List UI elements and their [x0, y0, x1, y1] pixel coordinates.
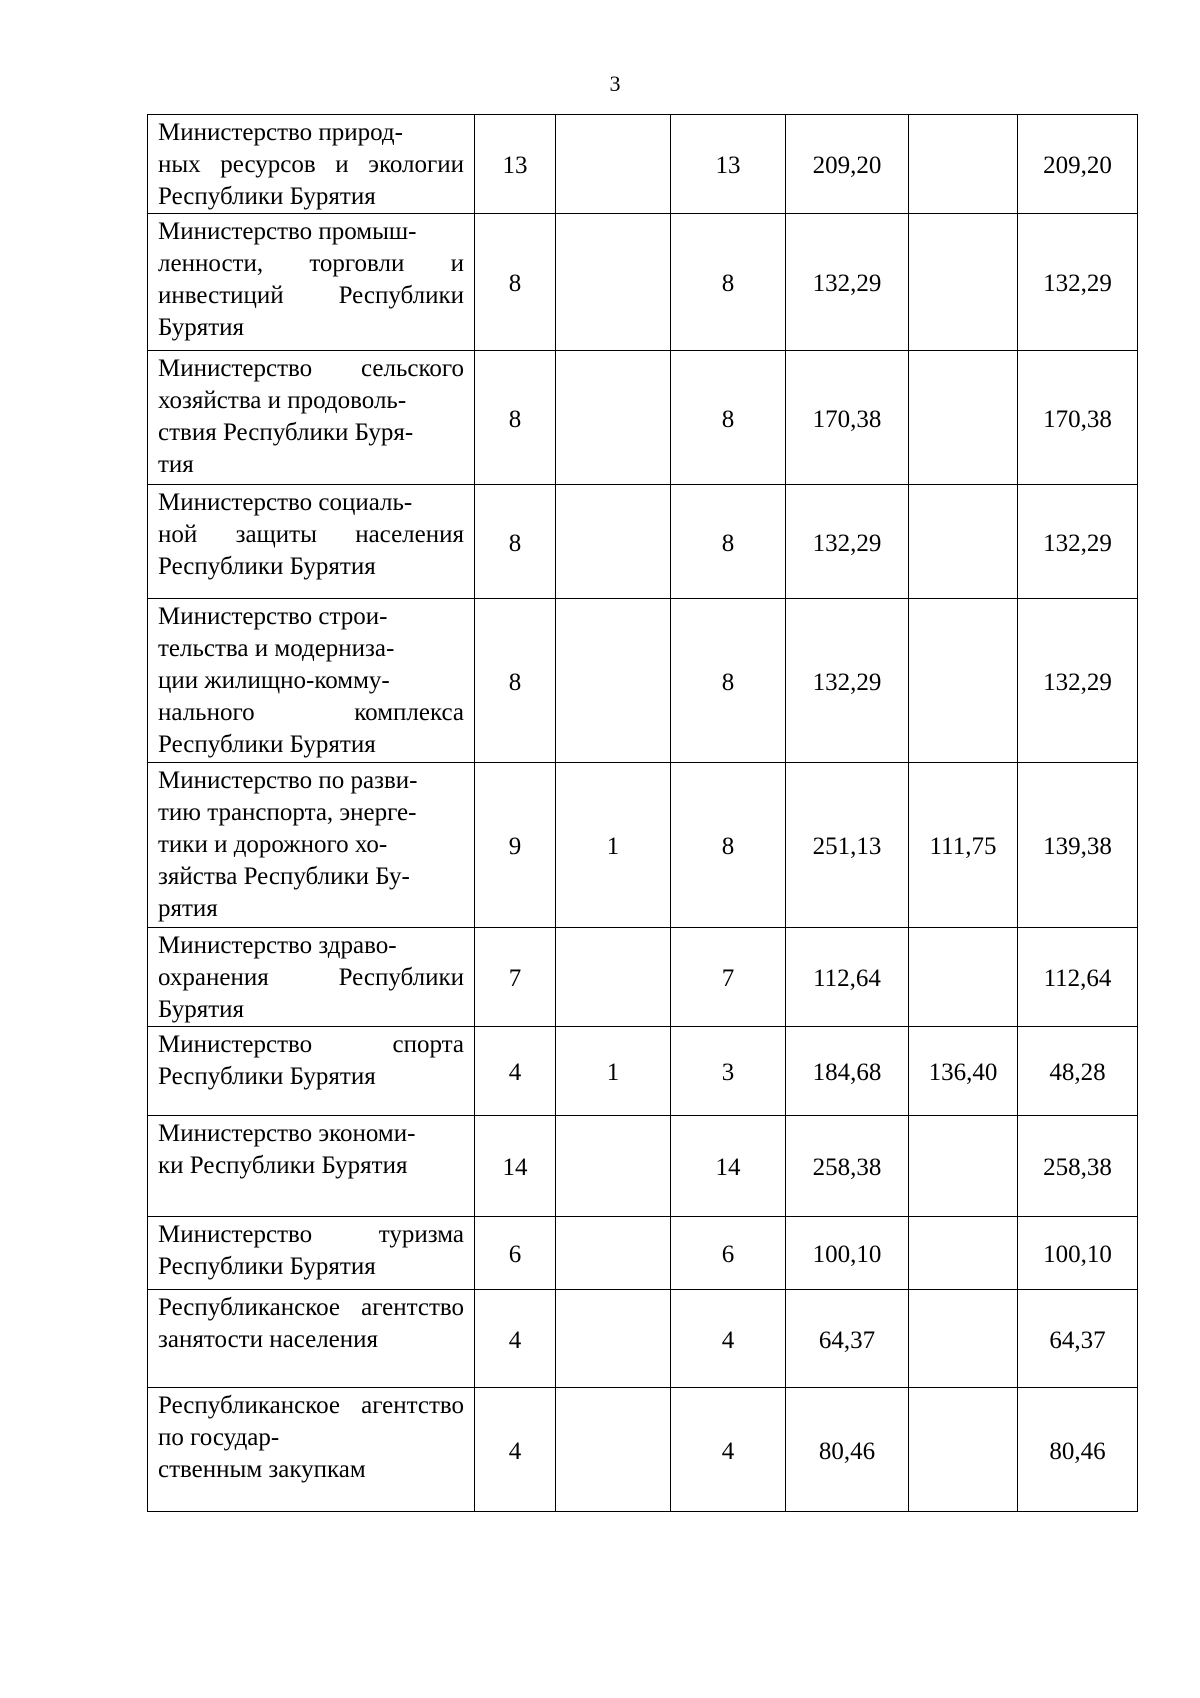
col5-cell: 111,75 — [909, 763, 1018, 928]
col5-cell — [909, 115, 1018, 214]
org-name-cell: Республиканское агентство занятости населения — [148, 1290, 475, 1388]
col1-cell: 8 — [475, 351, 556, 485]
col4-cell: 132,29 — [786, 485, 909, 599]
table-row — [148, 928, 1138, 1027]
col5-cell — [909, 1116, 1018, 1217]
table-row — [148, 214, 1138, 351]
col4-cell: 184,68 — [786, 1027, 909, 1116]
org-name-cell: Министерство строи- тельства и модерниза- ции жилищно-комму- нального комплекса Республики Бурятия — [148, 599, 475, 763]
table-row — [148, 1217, 1138, 1290]
col1-cell: 7 — [475, 928, 556, 1027]
org-name-cell: Министерство туризма Республики Бурятия — [148, 1217, 475, 1290]
col1-cell: 8 — [475, 485, 556, 599]
col3-cell: 6 — [671, 1217, 786, 1290]
col6-cell: 132,29 — [1018, 214, 1138, 351]
col1-cell: 9 — [475, 763, 556, 928]
col2-cell — [556, 1116, 671, 1217]
col6-cell: 170,38 — [1018, 351, 1138, 485]
col4-cell: 209,20 — [786, 115, 909, 214]
col1-cell: 4 — [475, 1388, 556, 1512]
org-name-cell: Министерство по разви- тию транспорта, энерге- тики и дорожного хо- зяйства Республики Бу- рятия — [148, 763, 475, 928]
col5-cell — [909, 1217, 1018, 1290]
col3-cell: 14 — [671, 1116, 786, 1217]
col5-cell — [909, 1388, 1018, 1512]
col6-cell: 100,10 — [1018, 1217, 1138, 1290]
col2-cell — [556, 351, 671, 485]
col6-cell: 209,20 — [1018, 115, 1138, 214]
table-row — [148, 351, 1138, 485]
org-name-cell: Министерство природ- ных ресурсов и экологии Республики Бурятия — [148, 115, 475, 214]
table-row — [148, 599, 1138, 763]
col2-cell — [556, 1217, 671, 1290]
col2-cell — [556, 485, 671, 599]
table-body — [148, 115, 1138, 1512]
org-name-cell: Республиканское агентство по государ- ственным закупкам — [148, 1388, 475, 1512]
col4-cell: 64,37 — [786, 1290, 909, 1388]
col5-cell — [909, 351, 1018, 485]
org-name-cell: Министерство спорта Республики Бурятия — [148, 1027, 475, 1116]
col5-cell — [909, 1290, 1018, 1388]
col1-cell: 14 — [475, 1116, 556, 1217]
org-name-cell: Министерство промыш- ленности, торговли и инвестиций Республики Бурятия — [148, 214, 475, 351]
table-row — [148, 1388, 1138, 1512]
col6-cell: 48,28 — [1018, 1027, 1138, 1116]
col3-cell: 8 — [671, 351, 786, 485]
allocation-table — [147, 114, 1138, 1512]
org-name-cell: Министерство социаль- ной защиты населения Республики Бурятия — [148, 485, 475, 599]
col3-cell: 13 — [671, 115, 786, 214]
col5-cell: 136,40 — [909, 1027, 1018, 1116]
col3-cell: 3 — [671, 1027, 786, 1116]
table-row — [148, 763, 1138, 928]
col3-cell: 8 — [671, 485, 786, 599]
org-name-cell: Министерство экономи- ки Республики Бурятия — [148, 1116, 475, 1217]
col5-cell — [909, 214, 1018, 351]
col4-cell: 170,38 — [786, 351, 909, 485]
col4-cell: 258,38 — [786, 1116, 909, 1217]
col4-cell: 80,46 — [786, 1388, 909, 1512]
org-name-cell: Министерство сельского хозяйства и продоволь- ствия Республики Буря- тия — [148, 351, 475, 485]
col4-cell: 132,29 — [786, 214, 909, 351]
col3-cell: 7 — [671, 928, 786, 1027]
col6-cell: 80,46 — [1018, 1388, 1138, 1512]
col2-cell — [556, 1388, 671, 1512]
col2-cell: 1 — [556, 1027, 671, 1116]
table-row — [148, 1116, 1138, 1217]
col4-cell: 251,13 — [786, 763, 909, 928]
col5-cell — [909, 485, 1018, 599]
col5-cell — [909, 928, 1018, 1027]
col6-cell: 132,29 — [1018, 599, 1138, 763]
col1-cell: 4 — [475, 1027, 556, 1116]
col1-cell: 8 — [475, 599, 556, 763]
col3-cell: 8 — [671, 214, 786, 351]
col1-cell: 4 — [475, 1290, 556, 1388]
col6-cell: 64,37 — [1018, 1290, 1138, 1388]
col2-cell — [556, 599, 671, 763]
col6-cell: 139,38 — [1018, 763, 1138, 928]
table-row — [148, 115, 1138, 214]
org-name-cell: Министерство здраво- охранения Республики Бурятия — [148, 928, 475, 1027]
col6-cell: 258,38 — [1018, 1116, 1138, 1217]
col6-cell: 132,29 — [1018, 485, 1138, 599]
col3-cell: 4 — [671, 1388, 786, 1512]
col4-cell: 112,64 — [786, 928, 909, 1027]
col5-cell — [909, 599, 1018, 763]
col1-cell: 13 — [475, 115, 556, 214]
col4-cell: 132,29 — [786, 599, 909, 763]
col2-cell — [556, 1290, 671, 1388]
page-number: 3 — [609, 71, 621, 96]
col2-cell — [556, 115, 671, 214]
col1-cell: 8 — [475, 214, 556, 351]
col2-cell — [556, 928, 671, 1027]
table-row — [148, 1290, 1138, 1388]
table-row — [148, 485, 1138, 599]
table-row — [148, 1027, 1138, 1116]
col3-cell: 8 — [671, 763, 786, 928]
col2-cell — [556, 214, 671, 351]
col2-cell: 1 — [556, 763, 671, 928]
col3-cell: 4 — [671, 1290, 786, 1388]
col1-cell: 6 — [475, 1217, 556, 1290]
col3-cell: 8 — [671, 599, 786, 763]
col6-cell: 112,64 — [1018, 928, 1138, 1027]
col4-cell: 100,10 — [786, 1217, 909, 1290]
